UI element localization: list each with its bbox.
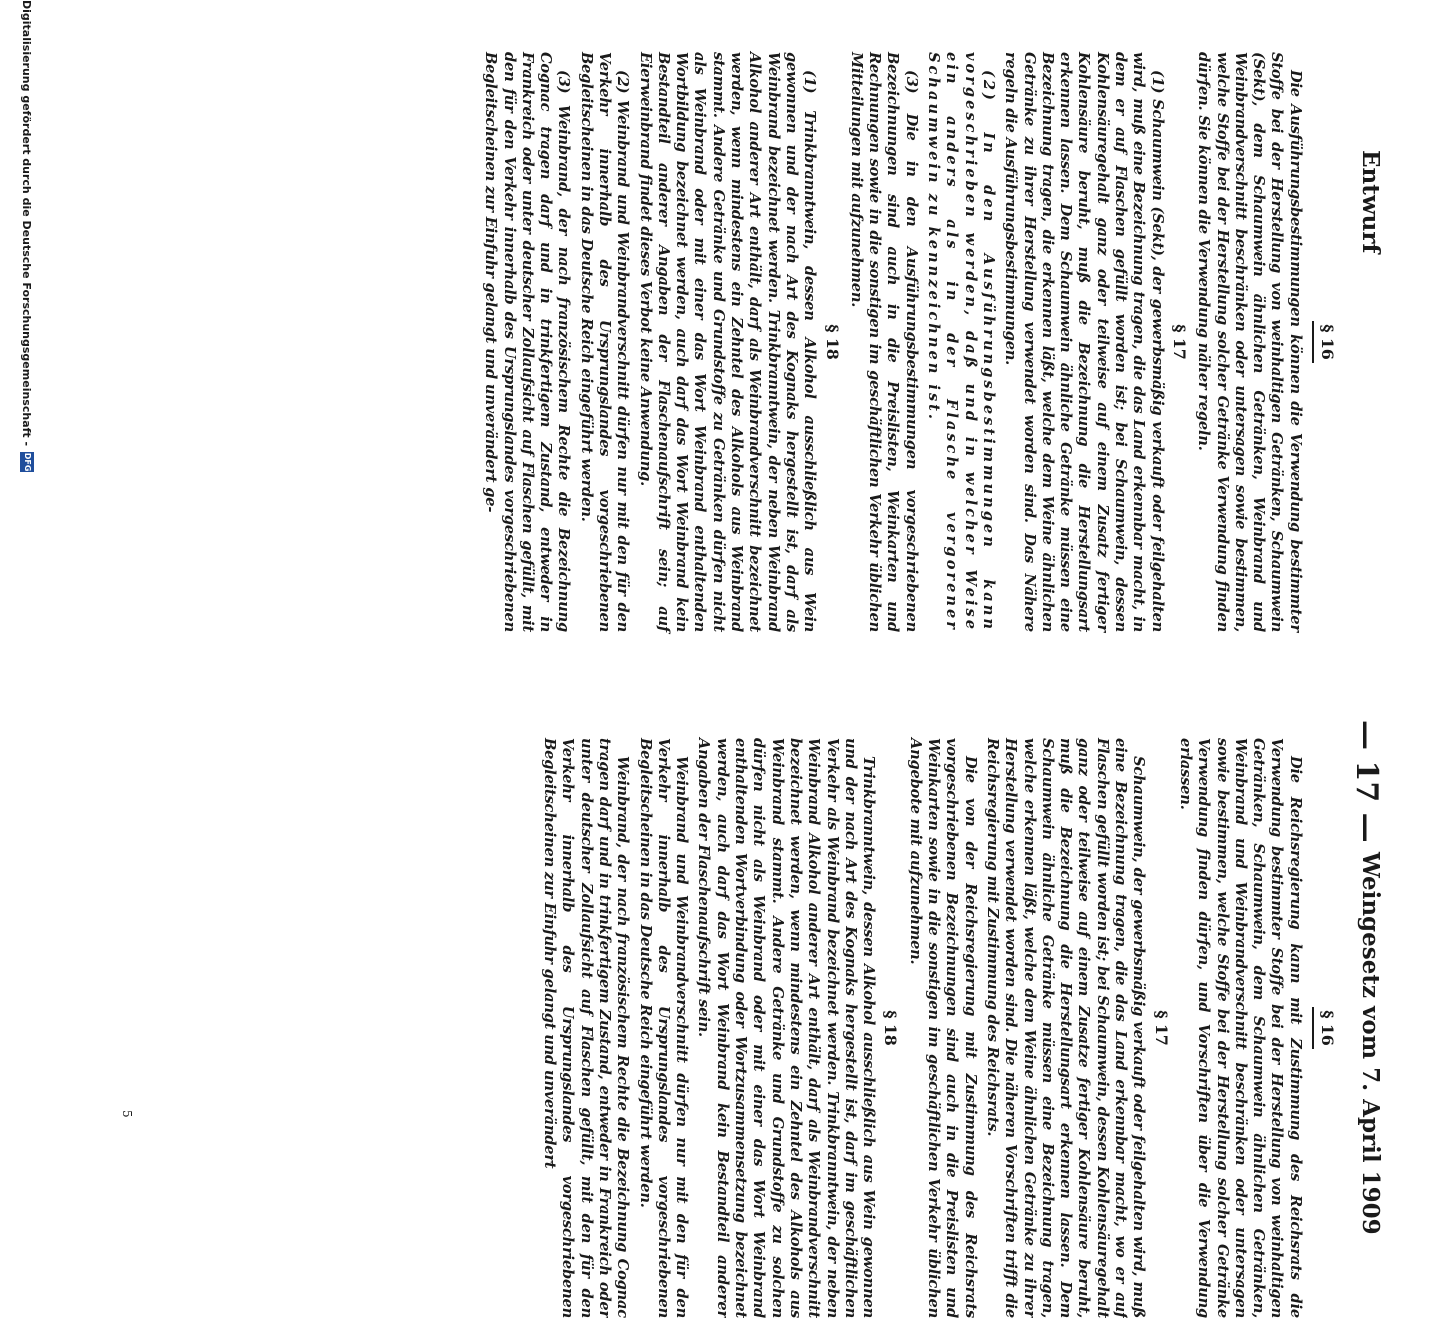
paragraph: Weinbrand und Weinbrandverschnitt dürfen nur mit den für den Verkehr innerhalb des Ursprungslandes vorgeschriebenen Begleitscheinen in das Deutsche Reich eingeführt werden. xyxy=(636,738,691,1318)
right-column-header: Weingesetz vom 7. April 1909 xyxy=(1357,852,1384,1235)
paragraph: Die Reichsregierung kann mit Zustimmung des Reichsrats die Verwendung bestimmter Stoffe bei der Herstellung von weinhaltigen Getränken, Schaumwein, dem Schaumwein ähnlichen Getränken, Weinbrand und Weinbrandverschnitt beschränken oder untersagen sowie bestimmen, welche Stoffe bei der Herstellung solcher Getränke Verwendung finden dürfen, und Vorschriften über die Verwendung erlassen. xyxy=(1176,738,1304,1318)
page-number: — 17 — xyxy=(1349,720,1384,843)
section-heading-18-right: § 18 xyxy=(881,1010,901,1046)
paragraph: (3) Die in den Ausführungsbestimmungen vorgeschriebenen Bezeichnungen sind auch in die Preislisten, Weinkarten und Rechnungen sowie in die sonstigen im geschäftlichen Verkehr üblichen Mitteilungen mit aufzunehmen. xyxy=(847,52,920,632)
paragraph: (2) In den Ausführungsbestimmungen kann vorgeschrieben werden, daß und in welcher Weise ein anders als in der Flasche vergorener Schaumwein zu kennzeichnen ist. xyxy=(925,52,997,632)
paragraph: Die von der Reichsregierung mit Zustimmung des Reichsrats vorgeschriebenen Bezeichnungen sind auch in die Preislisten und Weinkarten sowie in die sonstigen im geschäftlichen Verkehr üblichen Angebote mit aufzunehmen. xyxy=(906,738,979,1318)
paragraph: Weinbrand, der nach französischem Rechte die Bezeichnung Cognac tragen darf und in trinkfertigem Zustand, entweder in Frankreich oder unter deutscher Zollaufsicht auf Flaschen gefüllt, mit den für den Verkehr innerhalb des Ursprungslandes vorgeschriebenen Begleitscheinen zur Einfuhr gelangt und unverändert xyxy=(541,738,632,1318)
left-column xyxy=(477,52,1342,632)
section-heading-18-left: § 18 xyxy=(822,324,842,360)
paragraph: (3) Weinbrand, der nach französischem Rechte die Bezeichnung Cognac tragen darf und in trinkfertigem Zustand, entweder in Frankreich oder unter deutscher Zollaufsicht auf Flaschen gefüllt, mit den für den Verkehr innerhalb des Ursprungslandes vorgeschriebenen Begleitscheinen zur Einfuhr gelangt und unverändert ge- xyxy=(482,52,573,632)
right-column xyxy=(536,738,1342,1318)
section-heading-16-right: § 16 xyxy=(1318,1010,1337,1046)
heading-rule xyxy=(1312,1007,1314,1049)
digitization-footer xyxy=(20,0,34,1000)
section-heading-16-left: § 16 xyxy=(1318,324,1337,360)
dfg-logo: DFG xyxy=(20,452,34,472)
footer-text: Digitalisierung gefördert durch die Deutsche Forschungsgemeinschaft - xyxy=(20,0,34,447)
left-column-header: Entwurf xyxy=(1357,150,1384,254)
paragraph: (1) Trinkbranntwein, dessen Alkohol ausschließlich aus Wein gewonnen und der nach Art des Kognaks hergestellt ist, darf als Weinbrand bezeichnet werden. Trinkbranntwein, der neben Weinbrand Alkohol anderer Art enthält, darf als Weinbrandverschnitt bezeichnet werden, wenn mindestens ein Zehntel des Alkohols aus Weinbrand stammt. Andere Getränke und Grundstoffe zu Getränken dürfen nicht als Weinbrand oder mit einer das Wort Weinbrand enthaltenden Wortbildung bezeichnet werden, auch darf das Wort Weinbrand kein Bestandteil anderer Angaben der Flaschenaufschrift sein; auf Eierweinbrand findet dieses Verbot keine Anwendung. xyxy=(636,52,819,632)
heading-rule xyxy=(1312,321,1314,363)
paragraph: Schaumwein, der gewerbsmäßig verkauft oder feilgehalten wird, muß eine Bezeichnung tragen, die das Land erkennbar macht, wo er auf Flaschen gefüllt worden ist; bei Schaumwein, dessen Kohlensäuregehalt ganz oder teilweise auf einem Zusatze fertiger Kohlensäure beruht, muß die Bezeichnung die Herstellungsart erkennen lassen. Dem Schaumwein ähnliche Getränke müssen eine Bezeichnung tragen, welche erkennen läßt, welche dem Weine ähnlichen Getränke zu ihrer Herstellung verwendet worden sind. Die näheren Vorschriften trifft die Reichsregierung mit Zustimmung des Reichsrats. xyxy=(983,738,1148,1318)
paragraph: Die Ausführungsbestimmungen können die Verwendung bestimmter Stoffe bei der Herstellung von weinhaltigen Getränken, Schaumwein (Sekt), dem Schaumwein ähnlichen Getränken, Weinbrand und Weinbrandverschnitt beschränken oder untersagen sowie bestimmen, welche Stoffe bei der Herstellung solcher Getränke Verwendung finden dürfen. Sie können die Verwendung näher regeln. xyxy=(1195,52,1304,632)
section-heading-17-right: § 17 xyxy=(1151,1010,1171,1046)
paragraph: Trinkbranntwein, dessen Alkohol ausschließlich aus Wein gewonnen und der nach Art des Kognaks hergestellt ist, darf im geschäftlichen Verkehr als Weinbrand bezeichnet werden. Trinkbranntwein, der neben Weinbrand Alkohol anderer Art enthält, darf als Weinbrandverschnitt bezeichnet werden, wenn mindestens ein Zehntel des Alkohols aus Weinbrand stammt. Andere Getränke und Grundstoffe zu solchen dürfen nicht als Weinbrand oder mit einer das Wort Weinbrand enthaltenden Wortverbindung oder Wortzusammensetzung bezeichnet werden, auch darf das Wort Weinbrand kein Bestandteil anderer Angaben der Flaschenaufschrift sein. xyxy=(695,738,878,1318)
paragraph: (2) Weinbrand und Weinbrandverschnitt dürfen nur mit den für den Verkehr innerhalb des Ursprungslandes vorgeschriebenen Begleitscheinen in das Deutsche Reich eingeführt werden. xyxy=(577,52,632,632)
folio-number: 5 xyxy=(120,1110,134,1118)
paragraph: (1) Schaumwein (Sekt), der gewerbsmäßig verkauft oder feilgehalten wird, muß eine Bezeichnung tragen, die das Land erkennbar macht, in dem er auf Flaschen gefüllt worden ist; bei Schaumwein, dessen Kohlensäuregehalt ganz oder teilweise auf einem Zusatz fertiger Kohlensäure beruht, muß die Bezeichnung die Herstellungsart erkennen lassen. Dem Schaumwein ähnliche Getränke müssen eine Bezeichnung tragen, die erkennen läßt, welche dem Weine ähnlichen Getränke zu ihrer Herstellung verwendet worden sind. Das Nähere regeln die Ausführungsbestimmungen. xyxy=(1002,52,1166,632)
section-heading-17-left: § 17 xyxy=(1169,324,1189,360)
